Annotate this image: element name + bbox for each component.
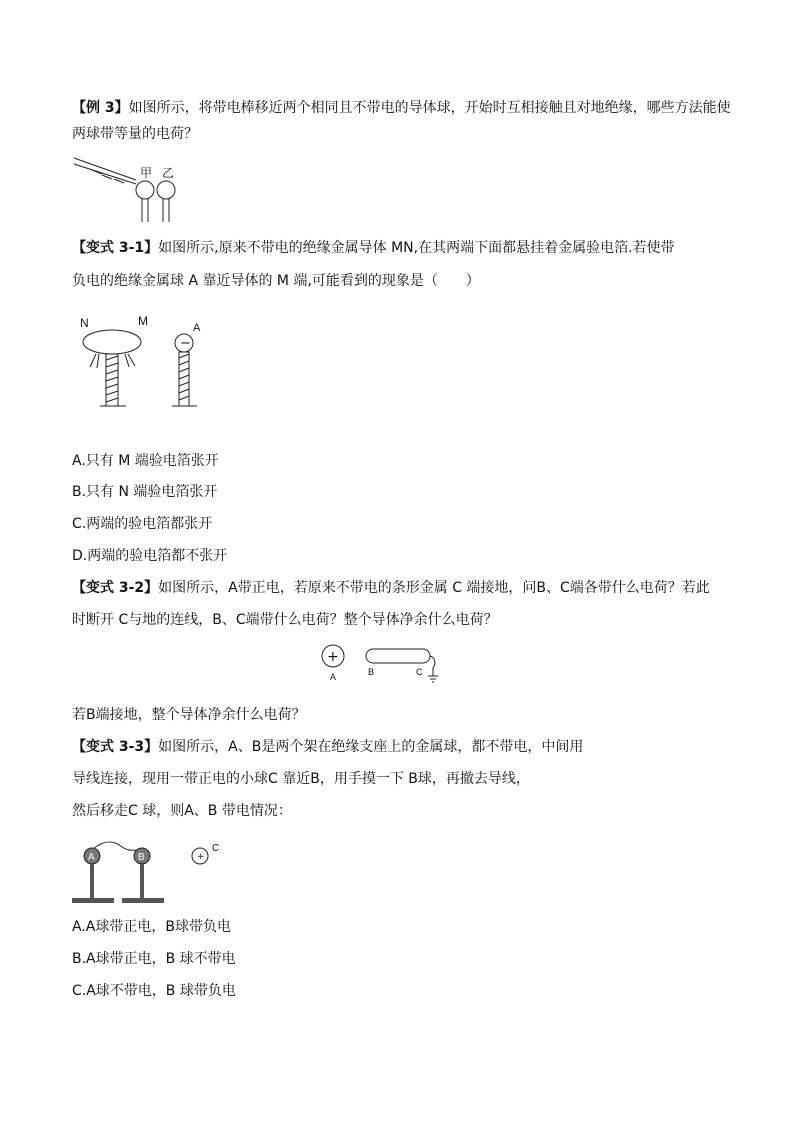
positive-sign: + — [327, 649, 339, 665]
variant3-3-line2: 导线连接，现用一带正电的小球C 靠近B，用手摸一下 B球，再撤去导线， — [72, 771, 530, 787]
variant3-3-option-a: A.A球带正电，B球带负电 — [72, 919, 231, 935]
variant3-3-figure — [72, 840, 232, 906]
variant3-1-option-a: A.只有 M 端验电箔张开 — [72, 453, 219, 469]
variant3-3-option-c: C.A球不带电，B 球带负电 — [72, 983, 236, 999]
charged-rod-line-2 — [74, 164, 136, 184]
example3-figure — [72, 150, 190, 226]
stand-b — [140, 864, 144, 898]
example3-text-line1: 如图所示，将带电棒移近两个相同且不带电的导体球，开始时互相接触且对地绝缘，哪些方法能使 — [128, 100, 731, 116]
label-b: B — [138, 852, 145, 863]
variant3-1-figure — [72, 312, 212, 408]
positive-sign: + — [197, 852, 205, 862]
example3-tag: 【例 3】 — [72, 100, 129, 116]
variant3-3-line3: 然后移走C 球，则A、B 带电情况： — [72, 803, 292, 819]
variant3-3-text-line1: 如图所示，A、B是两个架在绝缘支座上的金属球，都不带电，中间用 — [158, 739, 584, 755]
variant3-1-tag: 【变式 3-1】 — [72, 240, 159, 256]
connecting-wire — [93, 842, 142, 850]
variant3-1-text-line1: 如图所示,原来不带电的绝缘金属导体 MN,在其两端下面都悬挂着金属验电箔.若使带 — [158, 240, 675, 256]
variant3-2-line2: 时断开 C与地的连线，B、C端带什么电荷？整个导体净余什么电荷？ — [72, 612, 498, 628]
label-m: M — [138, 314, 148, 328]
variant3-1-option-d: D.两端的验电箔都不张开 — [72, 548, 228, 564]
label-c: C — [416, 667, 423, 677]
base-b — [122, 898, 164, 903]
example3-line2: 两球带等量的电荷？ — [72, 126, 198, 142]
label-yi: 乙 — [162, 166, 175, 180]
stand-a — [90, 864, 94, 898]
variant3-1-line2: 负电的绝缘金属球 A 靠近导体的 M 端,可能看到的现象是（ ） — [72, 273, 480, 289]
base-a — [72, 898, 114, 903]
label-a: A — [193, 322, 201, 334]
label-jia: 甲 — [140, 166, 153, 180]
foil-n-2 — [97, 354, 99, 368]
rod-charge-mark-1 — [92, 170, 102, 174]
variant3-2-line3: 若B端接地，整个导体净余什么电荷？ — [72, 707, 306, 723]
label-c: C — [212, 843, 220, 854]
label-a: A — [88, 852, 95, 863]
sphere-yi — [157, 181, 175, 199]
negative-sign: − — [180, 336, 191, 351]
ground-wire — [430, 656, 435, 676]
variant3-1-option-c: C.两端的验电箔都张开 — [72, 516, 213, 532]
conductor-mn — [83, 330, 141, 354]
foil-m-1 — [125, 354, 129, 367]
variant3-1-option-b: B.只有 N 端验电箔张开 — [72, 484, 218, 500]
variant3-2-line1 — [72, 578, 710, 598]
variant3-3-tag: 【变式 3-3】 — [72, 739, 159, 755]
variant3-2-figure — [318, 644, 448, 690]
foil-m-2 — [128, 354, 135, 366]
label-n: N — [80, 316, 89, 330]
sphere-jia — [136, 181, 154, 199]
variant3-3-line1 — [72, 737, 583, 757]
variant3-3-option-b: B.A球带正电，B 球不带电 — [72, 951, 236, 967]
variant3-2-tag: 【变式 3-2】 — [72, 580, 159, 596]
label-b: B — [368, 667, 375, 677]
example3-line1 — [72, 98, 731, 118]
bar-conductor — [366, 649, 430, 663]
variant3-1-line1 — [72, 238, 675, 258]
label-a: A — [330, 672, 337, 682]
foil-n-1 — [90, 354, 96, 367]
variant3-2-text-line1: 如图所示，A带正电，若原来不带电的条形金属 C 端接地，问B、C端各带什么电荷？若此 — [158, 580, 710, 596]
